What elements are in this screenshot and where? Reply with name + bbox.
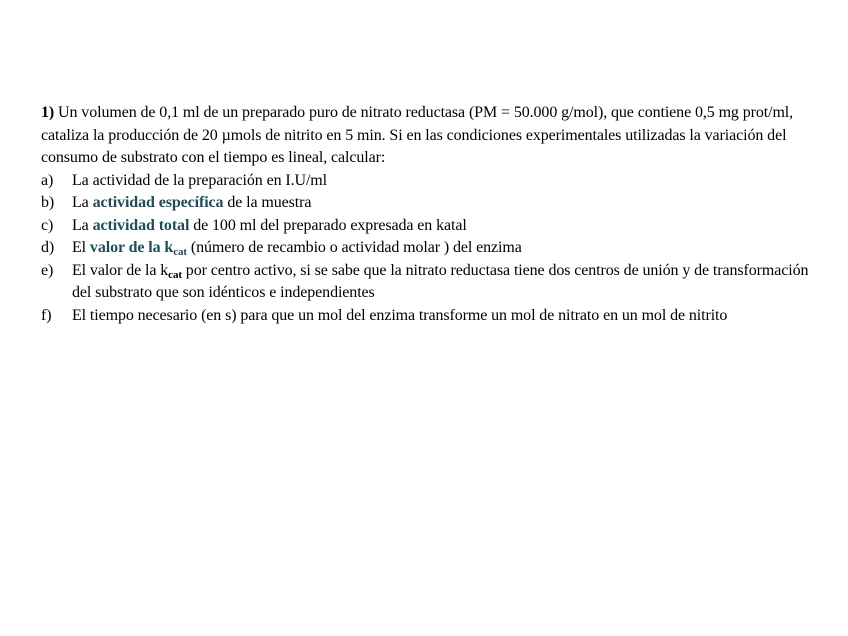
question-item-e bbox=[41, 260, 811, 305]
problem-intro-text: Un volumen de 0,1 ml de un preparado puro de nitrato reductasa (PM = 50.000 g/mol), que contiene 0,5 mg prot/ml, cataliza la producción de 20 µmols de nitrito en 5 min. Si en las condiciones experimentales utilizadas la variación del consumo de substrato con el tiempo es lineal, calcular: bbox=[41, 104, 794, 166]
item-text-part: de la muestra bbox=[223, 194, 312, 211]
problem-number: 1) bbox=[41, 104, 55, 121]
item-marker: d) bbox=[41, 239, 55, 256]
problem-intro bbox=[41, 102, 811, 170]
item-text-part: de 100 ml del preparado expresada en katal bbox=[189, 216, 467, 234]
question-item-c bbox=[41, 215, 811, 238]
item-text-part: por centro activo, si se sabe que la nitrato reductasa tiene dos centros de unión y de transformación del substrato que son idénticos e independientes bbox=[72, 261, 809, 301]
kcat-subscript: cat bbox=[168, 268, 182, 281]
highlighted-term: actividad específica bbox=[92, 194, 224, 211]
item-text bbox=[72, 170, 811, 193]
item-text bbox=[72, 237, 811, 260]
item-text bbox=[72, 260, 811, 305]
item-text-part: El valor de la k bbox=[72, 261, 169, 279]
item-text-part: La bbox=[72, 216, 93, 234]
item-text bbox=[72, 215, 811, 238]
item-text bbox=[72, 305, 811, 328]
problem-statement bbox=[41, 102, 811, 327]
item-text-part: El bbox=[72, 239, 90, 256]
question-item-f bbox=[41, 305, 811, 328]
highlighted-term-text: valor de la k bbox=[89, 239, 174, 256]
question-item-d bbox=[41, 237, 811, 260]
highlighted-term bbox=[90, 239, 187, 256]
item-text-part: La actividad de la preparación en I.U/ml bbox=[72, 171, 327, 189]
item-marker: f) bbox=[41, 306, 52, 324]
item-marker: c) bbox=[41, 216, 54, 234]
item-text-part: (número de recambio o actividad molar ) del enzima bbox=[186, 239, 522, 256]
highlighted-term: actividad total bbox=[92, 216, 190, 234]
item-marker: e) bbox=[41, 261, 54, 279]
item-text bbox=[72, 192, 811, 215]
item-text-part: La bbox=[72, 194, 93, 211]
question-item-a bbox=[41, 170, 811, 193]
item-marker: a) bbox=[41, 171, 54, 189]
item-marker: b) bbox=[41, 194, 55, 211]
question-list bbox=[41, 170, 811, 328]
kcat-subscript: cat bbox=[173, 246, 187, 258]
question-item-b bbox=[41, 192, 811, 215]
item-text-part: El tiempo necesario (en s) para que un mol del enzima transforme un mol de nitrato en un mol de nitrito bbox=[72, 306, 728, 324]
